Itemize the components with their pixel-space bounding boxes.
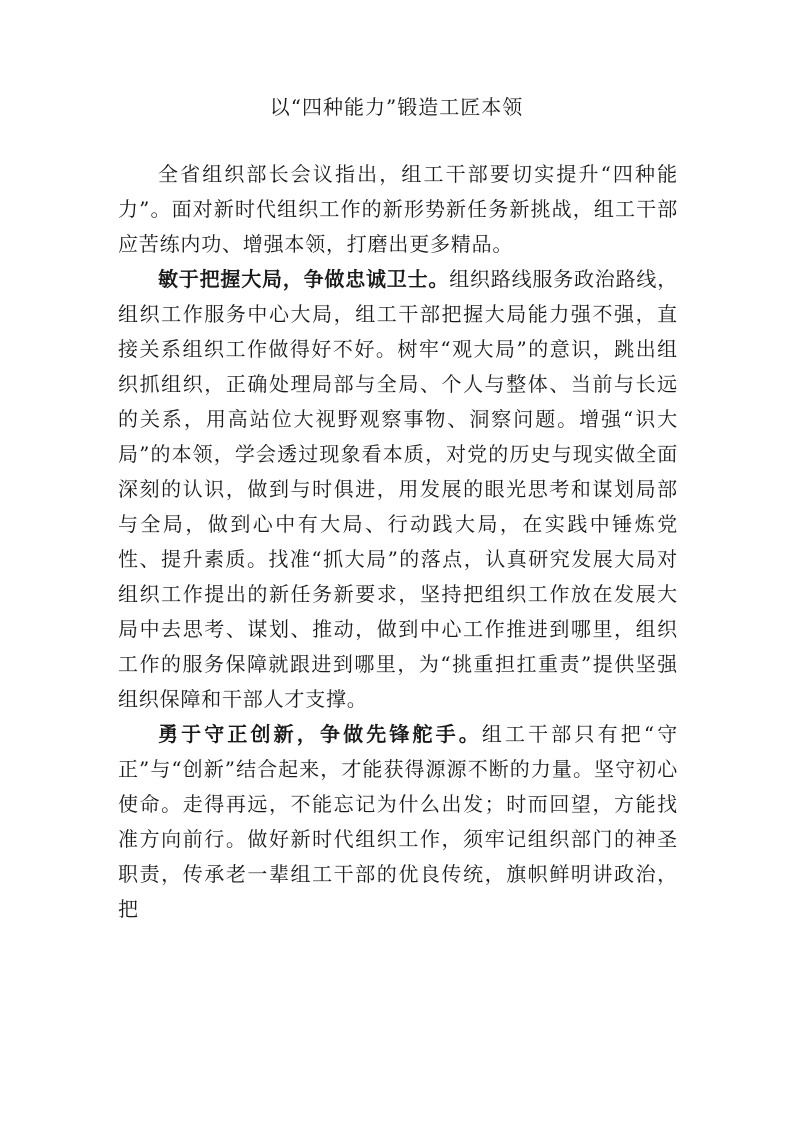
paragraph-text: 全省组织部长会议指出，组工干部要切实提升“四种能力”。面对新时代组织工作的新形势新任务新挑战，组工干部应苦练内功、增强本领，打磨出更多精品。 [118, 162, 678, 256]
paragraph-text: 组织路线服务政治路线，组织工作服务中心大局，组工干部把握大局能力强不强，直接关系组织工作做得好不好。树牢“观大局”的意识，跳出组织抓组织，正确处理局部与全局、个人与整体、当前与长远的关系，用高站位大视野观察事物、洞察问题。增强“识大局”的本领，学会透过现象看本质，对党的历史与现实做全面深刻的认识，做到与时俱进，用发展的眼光思考和谋划局部与全局，做到心中有大局、行动践大局，在实践中锤炼党性、提升素质。找准“抓大局”的落点，认真研究发展大局对组织工作提出的新任务新要求，坚持把组织工作放在发展大局中去思考、谋划、推动，做到中心工作推进到哪里，组织工作的服务保障就跟进到哪里，为“挑重担扛重责”提供坚强组织保障和干部人才支撑。 [118, 267, 679, 711]
paragraph-grasp-overall [118, 262, 678, 717]
paragraph-lead: 敏于把握大局，争做忠诚卫士。 [158, 267, 450, 291]
paragraph-lead: 勇于守正创新，争做先锋舵手。 [158, 722, 482, 746]
paragraph-innovation [118, 717, 678, 927]
document-title: 以“四种能力”锻造工匠本领 [269, 95, 524, 119]
paragraph-intro [118, 157, 678, 262]
document-body [118, 157, 678, 927]
paragraph-text: 组工干部只有把“守正”与“创新”结合起来，才能获得源源不断的力量。坚守初心使命。走得再远，不能忘记为什么出发；时而回望，方能找准方向前行。做好新时代组织工作，须牢记组织部门的神圣职责，传承老一辈组工干部的优良传统，旗帜鲜明讲政治，把 [118, 722, 678, 921]
